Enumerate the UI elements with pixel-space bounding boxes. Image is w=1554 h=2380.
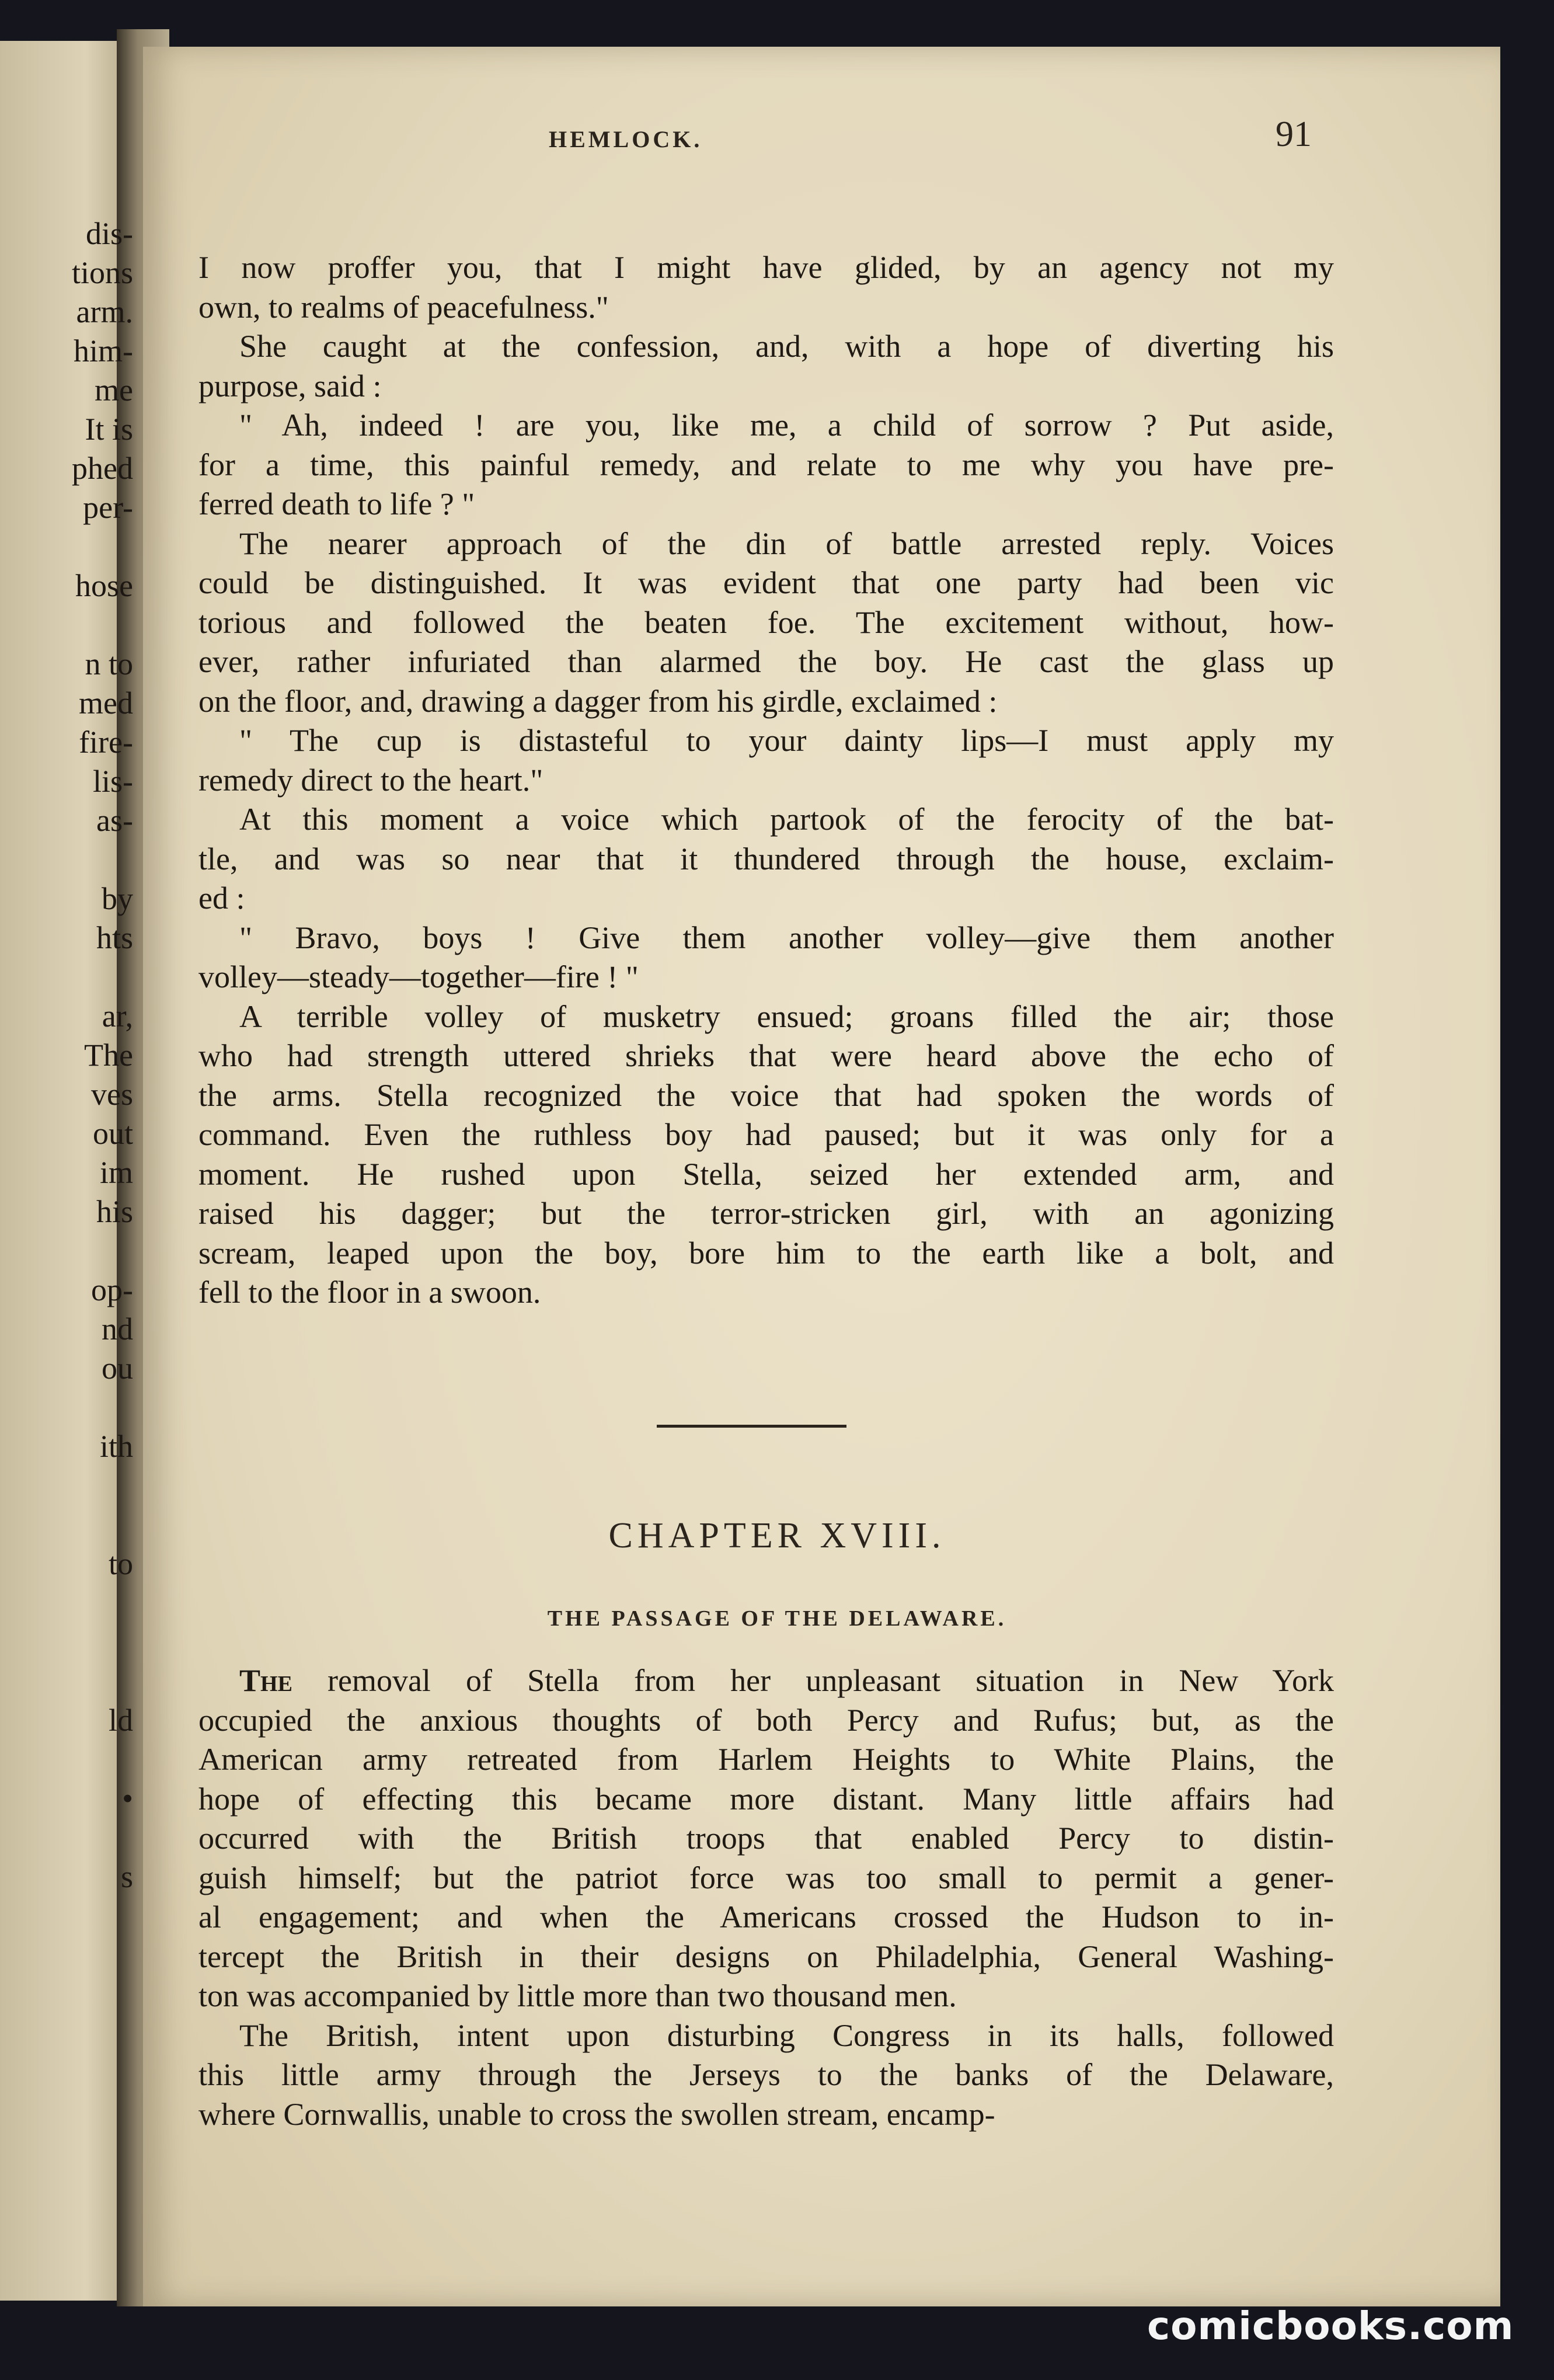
text-line: remedy direct to the heart.": [198, 762, 543, 798]
facing-page-fragment: It is: [85, 412, 133, 447]
text-line: fell to the floor in a swoon.: [198, 1275, 541, 1310]
text-line: At this moment a voice which partook of the ferocity of the bat-: [239, 802, 1334, 837]
facing-page-fragment: to: [108, 1546, 133, 1581]
text-line: The nearer approach of the din of battle arrested reply. Voices: [239, 526, 1334, 561]
text-line: ferred death to life ? ": [198, 486, 475, 521]
text-line: volley—steady—together—fire ! ": [198, 959, 639, 994]
text-line: this little army through the Jerseys to the banks of the Delaware,: [198, 2057, 1334, 2092]
body-text-bottom: [198, 1661, 1334, 2134]
text-line: A terrible volley of musketry ensued; groans filled the air; those: [239, 998, 1334, 1034]
facing-page-fragment: hose: [75, 568, 133, 603]
text-line: " Bravo, boys ! Give them another volley—give them another: [239, 920, 1334, 955]
text-line: guish himself; but the patriot force was too small to permit a gener-: [198, 1860, 1334, 1895]
facing-page-fragment: s: [120, 1859, 133, 1894]
facing-page-fragment: ld: [108, 1703, 133, 1738]
facing-page-fragment: tions: [71, 255, 133, 290]
facing-page-fragment: by: [102, 881, 133, 916]
text-line: American army retreated from Harlem Heights to White Plains, the: [198, 1742, 1334, 1777]
facing-page-fragment: per-: [83, 490, 133, 525]
text-line: al engagement; and when the Americans crossed the Hudson to in-: [198, 1899, 1334, 1934]
drop-lead-word: The: [239, 1663, 292, 1698]
text-line: ever, rather infuriated than alarmed the boy. He cast the glass up: [198, 644, 1334, 679]
text-line: She caught at the confession, and, with a hope of diverting his: [239, 329, 1334, 364]
paragraph: [198, 997, 1334, 1313]
text-line: ton was accompanied by little more than two thousand men.: [198, 1978, 957, 2013]
text-line: hope of effecting this became more distant. Many little affairs had: [198, 1781, 1334, 1817]
text-line: raised his dagger; but the terror-stricken girl, with an agonizing: [198, 1196, 1334, 1231]
text-line: purpose, said :: [198, 368, 382, 403]
text-line: on the floor, and, drawing a dagger from his girdle, exclaimed :: [198, 683, 998, 719]
text-line: moment. He rushed upon Stella, seized her extended arm, and: [198, 1156, 1334, 1192]
facing-page-fragment: •: [122, 1781, 133, 1816]
text-line: The removal of Stella from her unpleasant situation in New York: [239, 1663, 1334, 1698]
facing-page-fragment: ves: [91, 1077, 133, 1112]
paragraph: [198, 248, 1334, 327]
paragraph: [198, 918, 1334, 997]
text-line: where Cornwallis, unable to cross the swollen stream, encamp-: [198, 2096, 995, 2132]
page-number: 91: [1276, 114, 1312, 154]
paragraph: [198, 1661, 1334, 2016]
facing-page-fragment: ith: [99, 1429, 133, 1464]
facing-page-fragment: out: [92, 1116, 133, 1151]
text-line: the arms. Stella recognized the voice that had spoken the words of: [198, 1077, 1334, 1113]
text-line: The British, intent upon disturbing Congress in its halls, followed: [239, 2017, 1334, 2053]
facing-page-fragment: as-: [96, 803, 133, 838]
text-line: I now proffer you, that I might have glided, by an agency not my: [198, 250, 1334, 285]
text-line: " The cup is distasteful to your dainty lips—I must apply my: [239, 723, 1334, 758]
text-line: tercept the British in their designs on Philadelphia, General Washing-: [198, 1939, 1334, 1974]
paragraph: [198, 800, 1334, 918]
paragraph: [198, 524, 1334, 722]
facing-page-fragment: n to: [85, 646, 133, 681]
site-watermark: comicbooks.com: [1147, 2304, 1514, 2348]
text-line: " Ah, indeed ! are you, like me, a child of sorrow ? Put aside,: [239, 408, 1334, 443]
facing-page-fragment: arm.: [76, 294, 133, 329]
text-line: ed :: [198, 881, 245, 916]
facing-page-fragment: The: [84, 1038, 133, 1073]
text-line: for a time, this painful remedy, and relate to me why you have pre-: [198, 447, 1334, 482]
text-line: tle, and was so near that it thundered through the house, exclaim-: [198, 841, 1334, 876]
facing-page-fragment: nd: [102, 1311, 133, 1346]
paragraph: [198, 721, 1334, 800]
paragraph: [198, 406, 1334, 524]
facing-page-fragment: hts: [96, 920, 133, 955]
facing-page-fragment: phed: [72, 451, 133, 486]
text-line: command. Even the ruthless boy had paused; but it was only for a: [198, 1117, 1334, 1152]
text-line: could be distinguished. It was evident that one party had been vic: [198, 565, 1334, 600]
facing-page-fragment: lis-: [92, 764, 133, 799]
text-line: occupied the anxious thoughts of both Percy and Rufus; but, as the: [198, 1702, 1334, 1738]
chapter-divider-rule: [657, 1425, 846, 1428]
facing-page-fragment: im: [99, 1155, 133, 1190]
text-line: own, to realms of peacefulness.": [198, 289, 609, 325]
facing-page-fragment: fire-: [79, 725, 133, 760]
chapter-title: CHAPTER XVIII.: [608, 1516, 946, 1556]
text-line: scream, leaped upon the boy, bore him to the earth like a bolt, and: [198, 1235, 1334, 1271]
facing-page-fragment: his: [96, 1194, 133, 1229]
facing-page-fragment: ar,: [102, 998, 133, 1034]
text-line: occurred with the British troops that enabled Percy to distin-: [198, 1821, 1334, 1856]
text-line: torious and followed the beaten foe. The excitement without, how-: [198, 604, 1334, 640]
paragraph: [198, 2016, 1334, 2135]
facing-page-fragment: op-: [91, 1272, 133, 1307]
running-head: HEMLOCK.: [549, 126, 703, 152]
facing-page-fragment: him-: [74, 333, 133, 368]
facing-page-fragment: me: [95, 373, 133, 408]
facing-page-fragment: dis-: [86, 216, 133, 251]
facing-page-fragment: ou: [102, 1351, 133, 1386]
body-text-top: [198, 248, 1334, 1313]
paragraph: [198, 327, 1334, 406]
chapter-subtitle: THE PASSAGE OF THE DELAWARE.: [547, 1606, 1007, 1631]
text-line: who had strength uttered shrieks that were heard above the echo of: [198, 1038, 1334, 1073]
facing-page-fragment: med: [79, 686, 133, 721]
